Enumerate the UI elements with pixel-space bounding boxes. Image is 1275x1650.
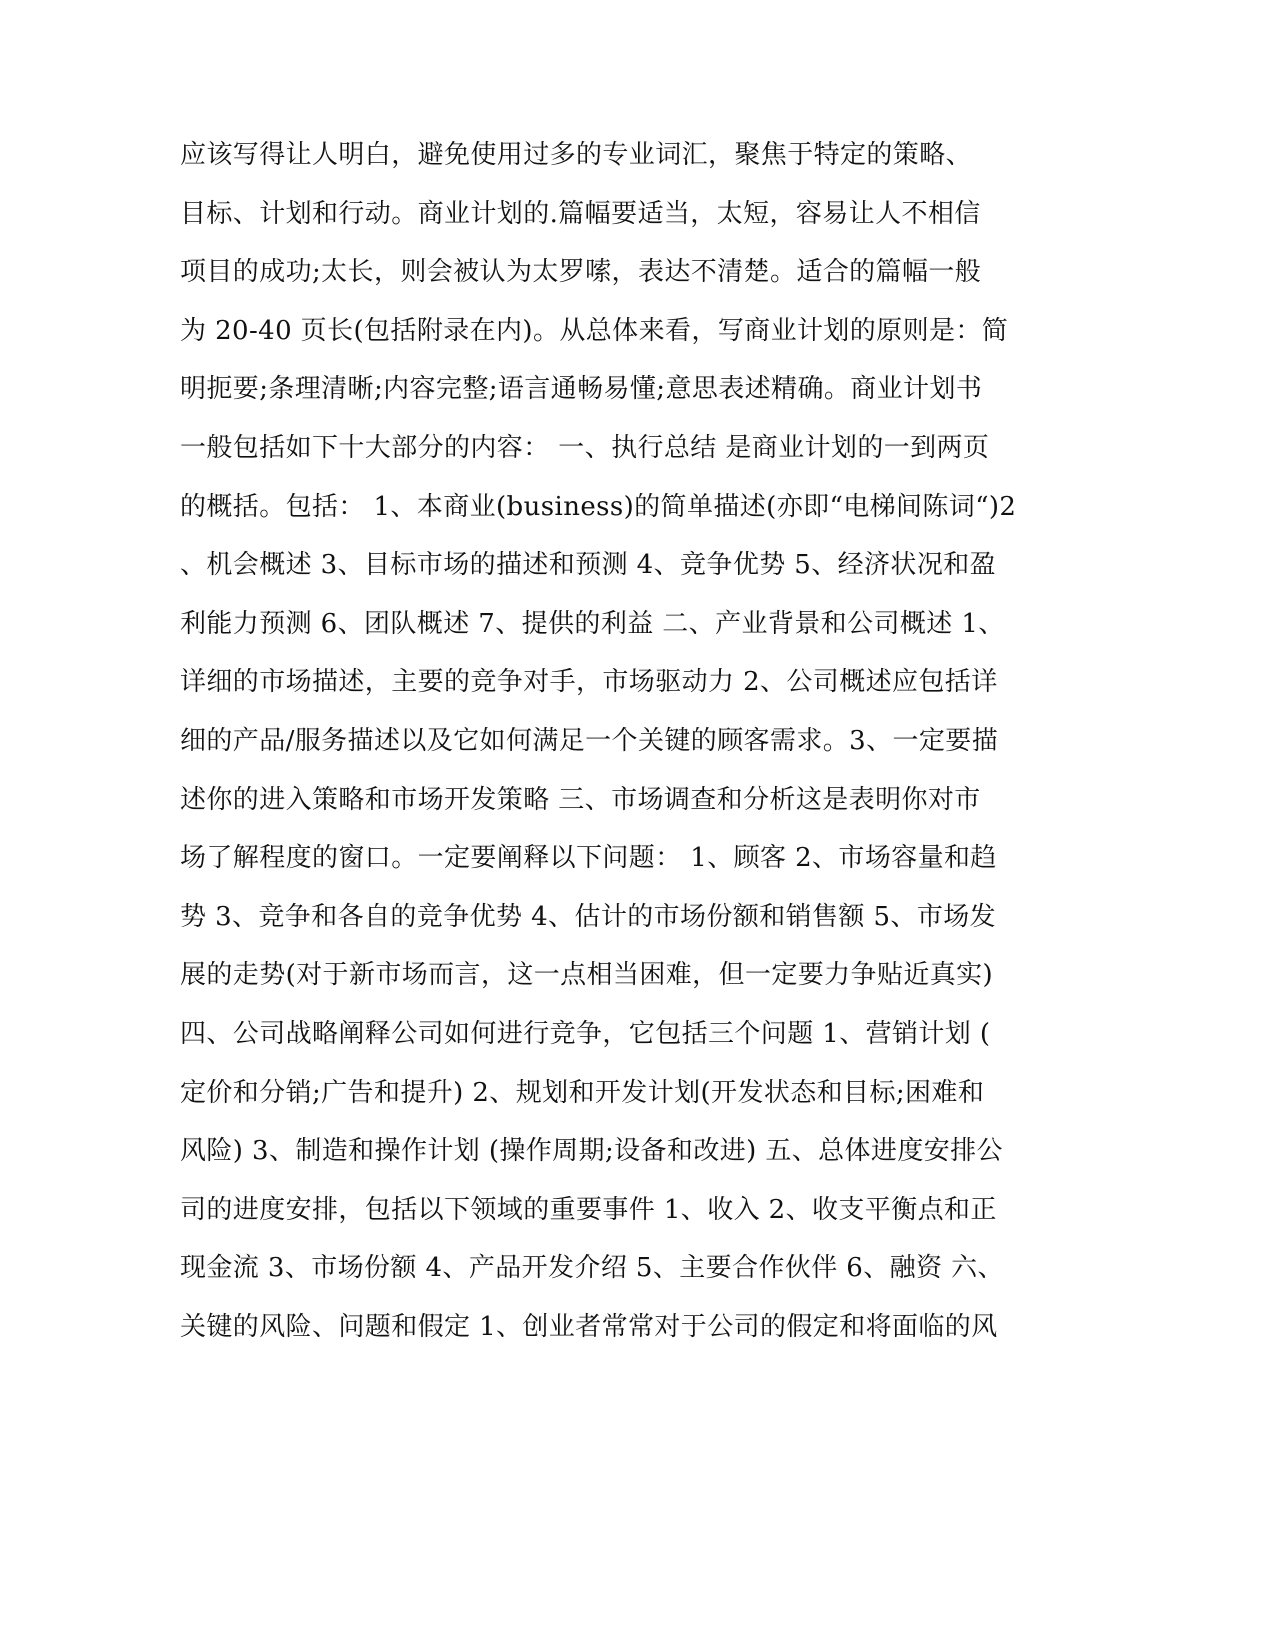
text-line-3: 项目的成功;太长，则会被认为太罗嗦，表达不清楚。适合的篇幅一般 — [180, 257, 982, 288]
text-line-19: 司的进度安排，包括以下领域的重要事件 1、收入 2、收支平衡点和正 — [180, 1194, 997, 1225]
body-text — [180, 126, 1040, 1356]
text-line-6: 一般包括如下十大部分的内容： 一、执行总结 是商业计划的一到两页 — [180, 432, 990, 463]
text-line-15: 展的走势(对于新市场而言，这一点相当困难，但一定要力争贴近真实) — [180, 960, 994, 991]
text-line-13: 场了解程度的窗口。一定要阐释以下问题： 1、顾客 2、市场容量和趋 — [180, 843, 997, 874]
text-line-14: 势 3、竞争和各自的竞争优势 4、估计的市场份额和销售额 5、市场发 — [180, 901, 997, 932]
text-line-9: 利能力预测 6、团队概述 7、提供的利益 二、产业背景和公司概述 1、 — [180, 608, 1005, 639]
text-line-18: 风险) 3、制造和操作计划 (操作周期;设备和改进) 五、总体进度安排公 — [180, 1136, 1003, 1167]
text-line-11: 细的产品/服务描述以及它如何满足一个关键的顾客需求。3、一定要描 — [180, 725, 999, 756]
text-line-4: 为 20-40 页长(包括附录在内)。从总体来看，写商业计划的原则是：简 — [180, 315, 1009, 346]
text-line-21: 关键的风险、问题和假定 1、创业者常常对于公司的假定和将面临的风 — [180, 1311, 998, 1342]
text-line-12: 述你的进入策略和市场开发策略 三、市场调查和分析这是表明你对市 — [180, 784, 981, 815]
text-line-5: 明扼要;条理清晰;内容完整;语言通畅易懂;意思表述精确。商业计划书 — [180, 374, 983, 405]
text-line-20: 现金流 3、市场份额 4、产品开发介绍 5、主要合作伙伴 6、融资 六、 — [180, 1253, 1004, 1284]
text-line-17: 定价和分销;广告和提升) 2、规划和开发计划(开发状态和目标;困难和 — [180, 1077, 985, 1108]
text-line-10: 详细的市场描述，主要的竞争对手，市场驱动力 2、公司概述应包括详 — [180, 667, 998, 698]
text-line-1: 应该写得让人明白，避免使用过多的专业词汇，聚焦于特定的策略、 — [180, 140, 973, 170]
text-line-2: 目标、计划和行动。商业计划的.篇幅要适当，太短，容易让人不相信 — [180, 198, 981, 229]
text-line-16: 四、公司战略阐释公司如何进行竞争，它包括三个问题 1、营销计划 ( — [180, 1018, 991, 1049]
text-line-7: 的概括。包括： 1、本商业(business)的简单描述(亦即“电梯间陈词“)2 — [180, 491, 1017, 522]
text-line-8: 、机会概述 3、目标市场的描述和预测 4、竞争优势 5、经济状况和盈 — [180, 550, 997, 581]
